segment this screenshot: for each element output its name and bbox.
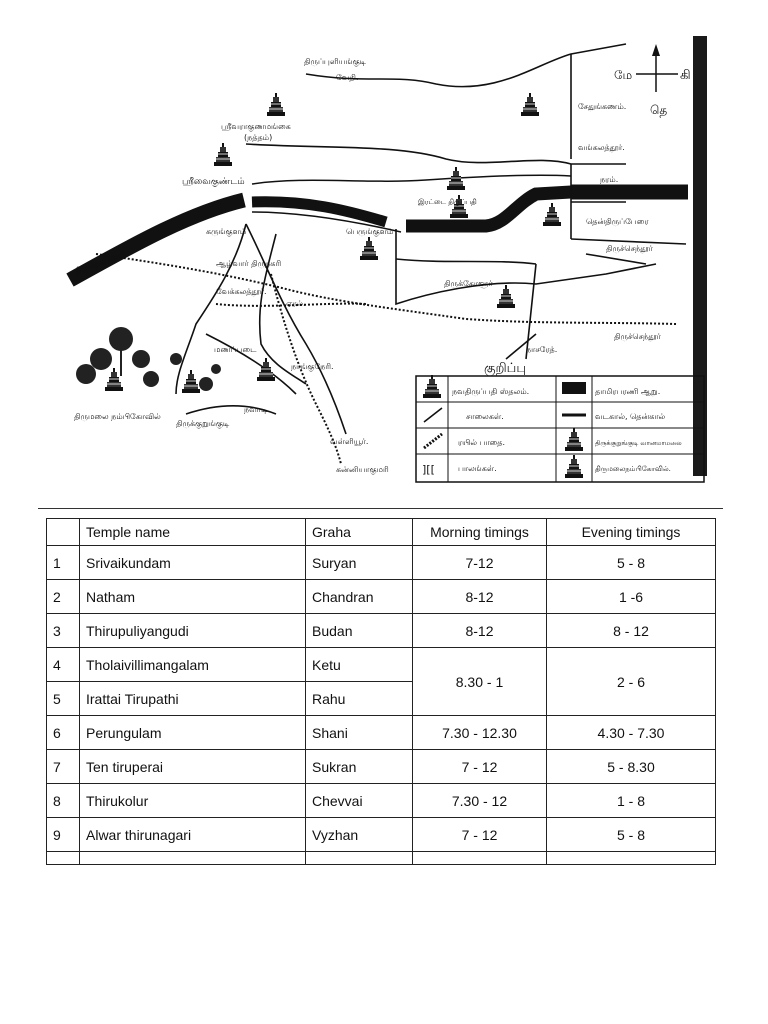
label-tiruchendur-1: திருச்செந்தூர் (606, 244, 653, 253)
map-legend (416, 361, 704, 482)
label-tirunelveli: திருநெல்வேலி (73, 249, 127, 276)
graha: Shani (306, 716, 413, 750)
graha: Ketu (306, 648, 413, 682)
label-natham: (நத்தம்) (244, 133, 273, 142)
compass-east-label: கி (680, 68, 691, 83)
temple-name: Srivaikundam (80, 546, 306, 580)
temple-icon (214, 143, 232, 166)
morning-timing: 7-12 (413, 546, 547, 580)
evening-timing: 5 - 8 (547, 818, 716, 852)
empty-cell (547, 852, 716, 865)
empty-cell (413, 852, 547, 865)
label-perungulam: பெருங்குளம் (346, 227, 394, 236)
label-thirumalai: திருமலை நம்பிகோவில் (74, 412, 161, 421)
row-number: 6 (47, 716, 80, 750)
row-number: 8 (47, 784, 80, 818)
label-thirukurungudi: திருக்குறுங்குடி (176, 419, 230, 428)
empty-cell (80, 852, 306, 865)
label-paavoor: நாசரேத். (526, 345, 558, 354)
evening-timing: 1 - 8 (547, 784, 716, 818)
label-thirupuliyangudi: திருப்புளியங்குடி (304, 57, 367, 66)
evening-timing: 4.30 - 7.30 (547, 716, 716, 750)
legend-item-navathirupathi: நவதிருப்பதி ஸ்தலம். (452, 387, 530, 396)
graha: Suryan (306, 546, 413, 580)
legend-item-rail: ரயில் பாதை. (458, 438, 505, 447)
map-border-strip (693, 36, 707, 476)
label-nanguneri: நாங்குநேரி. (291, 362, 334, 371)
header-temple-name: Temple name (80, 519, 306, 546)
graha: Budan (306, 614, 413, 648)
morning-timing: 7 - 12 (413, 750, 547, 784)
label-thirukolur: திருக்கோளூர் (444, 279, 493, 288)
label-azhwar: ஆழ்வார் திருநகரி (216, 259, 282, 268)
temple-name: Tholaivillimangalam (80, 648, 306, 682)
row-number: 1 (47, 546, 80, 580)
temple-icon (423, 375, 441, 398)
header-no (47, 519, 80, 546)
temple-icon (257, 358, 275, 381)
legend-item-canals: வடகால், தென்கால் (595, 412, 666, 421)
separator-line (38, 508, 723, 509)
graha: Sukran (306, 750, 413, 784)
label-srivaraguna: ஸ்ரீவராகுணமங்கை (221, 122, 291, 131)
table-row (47, 648, 716, 682)
evening-timing: 8 - 12 (547, 614, 716, 648)
evening-timing: 5 - 8 (547, 546, 716, 580)
navathirupathi-map (66, 34, 712, 492)
row-number: 4 (47, 648, 80, 682)
row-number: 7 (47, 750, 80, 784)
header-graha: Graha (306, 519, 413, 546)
evening-timing: 5 - 8.30 (547, 750, 716, 784)
temple-icon (267, 93, 285, 116)
temple-name: Perungulam (80, 716, 306, 750)
compass-south-label: தெ (650, 103, 668, 117)
label-srivaikundam: ஸ்ரீவைகுண்டம் (182, 177, 245, 187)
graha: Chandran (306, 580, 413, 614)
row-number: 3 (47, 614, 80, 648)
label-kanyakumari: கன்னியாகுமரி (336, 465, 389, 474)
temple-name: Alwar thirunagari (80, 818, 306, 852)
graha: Rahu (306, 682, 413, 716)
row-number: 9 (47, 818, 80, 852)
legend-item-vanamamalai: திருக்குறுங்குடி வானமாமலை (595, 439, 682, 447)
rail-swatch (424, 434, 442, 448)
temple-name: Irattai Tirupathi (80, 682, 306, 716)
temple-name: Thirukolur (80, 784, 306, 818)
evening-timing: 1 -6 (547, 580, 716, 614)
legend-item-roads: சாலைகள். (466, 412, 504, 421)
temple-icon (182, 370, 200, 393)
morning-timing: 7 - 12 (413, 818, 547, 852)
temple-icon (521, 93, 539, 116)
label-vadakku: நவாடி (244, 405, 268, 414)
temple-icon (543, 203, 561, 226)
temple-name: Ten tiruperai (80, 750, 306, 784)
table-row (47, 784, 716, 818)
table-row (47, 750, 716, 784)
temple-icon (565, 428, 583, 451)
temple-timings-table (46, 518, 716, 865)
temple-name: Thirupuliyangudi (80, 614, 306, 648)
table-row (47, 716, 716, 750)
temple-icon (497, 285, 515, 308)
label-sethunganallur: சேதுங்கணம். (578, 102, 627, 111)
label-tiruchendur-2: திருச்செந்தூர் (614, 332, 661, 341)
table-row (47, 546, 716, 580)
temple-icon (565, 455, 583, 478)
empty-cell (306, 852, 413, 865)
label-eral: ஏரல். (286, 299, 306, 308)
morning-timing: 8-12 (413, 580, 547, 614)
compass-west-label: மே (614, 68, 633, 82)
temple-name: Natham (80, 580, 306, 614)
bridge-icon: ][[ (422, 463, 435, 476)
temples (105, 93, 561, 393)
row-number: 5 (47, 682, 80, 716)
label-kulathur: வங்கலத்தூர். (578, 143, 625, 152)
row-number: 2 (47, 580, 80, 614)
place-labels (74, 57, 662, 475)
table-row (47, 614, 716, 648)
morning-timing: 7.30 - 12 (413, 784, 547, 818)
legend-item-thirumalai: திருமலைநம்பிகோவில். (595, 465, 671, 473)
trees (76, 327, 221, 391)
evening-timing-merged: 2 - 6 (547, 648, 716, 716)
label-karungulam: கருங்குளம் (206, 227, 247, 236)
legend-title: குறிப்பு (484, 361, 527, 376)
table-row (47, 818, 716, 852)
table-header-row (47, 519, 716, 546)
table-row-empty (47, 852, 716, 865)
label-irattai: இரட்டை திருப்பதி (418, 198, 477, 206)
empty-cell (47, 852, 80, 865)
label-valliyur: வள்ளியூர். (330, 437, 369, 446)
header-morning: Morning timings (413, 519, 547, 546)
table-row (47, 580, 716, 614)
road-swatch (424, 408, 442, 422)
header-evening: Evening timings (547, 519, 716, 546)
label-kalakkadu: வேக்கலத்தூர். (216, 287, 267, 296)
morning-timing: 7.30 - 12.30 (413, 716, 547, 750)
label-vedhi: வேதி. (336, 73, 359, 82)
label-naram: நரம். (600, 175, 619, 184)
label-thenthiruperai: தென்திருப்பேரை (586, 217, 649, 226)
morning-timing-merged: 8.30 - 1 (413, 648, 547, 716)
legend-item-thamirabarani: தாமிரபரணி ஆறு. (595, 387, 661, 396)
graha: Chevvai (306, 784, 413, 818)
morning-timing: 8-12 (413, 614, 547, 648)
legend-item-bridges: பாலங்கள். (458, 464, 497, 473)
graha: Vyzhan (306, 818, 413, 852)
river-swatch (562, 382, 586, 394)
temple-icon (360, 237, 378, 260)
label-manur: மணப்படை (214, 345, 257, 354)
